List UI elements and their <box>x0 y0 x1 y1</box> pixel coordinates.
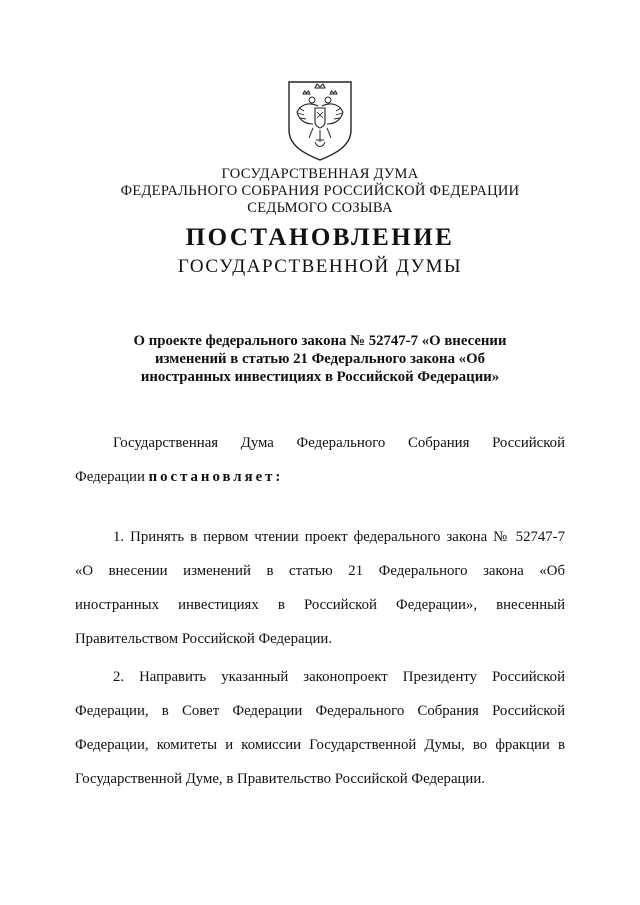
item-line: Правительством Российской Федерации. <box>75 631 333 647</box>
item-line: «О внесении изменений в статью 21 Федерального закона «Об <box>75 563 565 579</box>
item-line: 2. Направить указанный законопроект Президенту Российской <box>113 669 565 685</box>
coat-of-arms-emblem-icon <box>285 78 355 162</box>
issuing-body-header <box>0 166 640 217</box>
subject-line: иностранных инвестициях в Российской Федерации» <box>140 369 500 385</box>
header-line-duma: ГОСУДАРСТВЕННАЯ ДУМА <box>221 166 419 182</box>
item-line: иностранных инвестициях в Российской Федерации», внесенный <box>75 597 565 613</box>
preamble-paragraph <box>75 426 565 494</box>
subject-line: О проекте федерального закона № 52747-7 «О внесении <box>133 333 507 349</box>
document-subject <box>100 332 540 386</box>
document-type-title: ПОСТАНОВЛЕНИЕ <box>185 224 455 251</box>
resolution-item-2 <box>75 660 565 796</box>
resolution-item-1 <box>75 520 565 656</box>
item-line: 1. Принять в первом чтении проект федерального закона № 52747-7 <box>113 529 565 545</box>
preamble-line: Государственная Дума Федерального Собрания Российской <box>113 435 565 451</box>
item-line: Государственной Думе, в Правительство Российской Федерации. <box>75 771 485 787</box>
subject-line: изменений в статью 21 Федерального закона «Об <box>155 351 485 367</box>
preamble-line: Федерации постановляет: <box>75 469 284 485</box>
header-line-convocation: СЕДЬМОГО СОЗЫВА <box>247 200 393 216</box>
header-line-assembly: ФЕДЕРАЛЬНОГО СОБРАНИЯ РОССИЙСКОЙ ФЕДЕРАЦИИ <box>120 183 520 199</box>
document-issuer-title: ГОСУДАРСТВЕННОЙ ДУМЫ <box>177 256 463 277</box>
resolves-keyword: постановляет: <box>148 469 284 485</box>
item-line: Федерации, в Совет Федерации Федерального Собрания Российской <box>75 703 565 719</box>
item-line: Федерации, комитеты и комиссии Государственной Думы, во фракции в <box>75 737 565 753</box>
